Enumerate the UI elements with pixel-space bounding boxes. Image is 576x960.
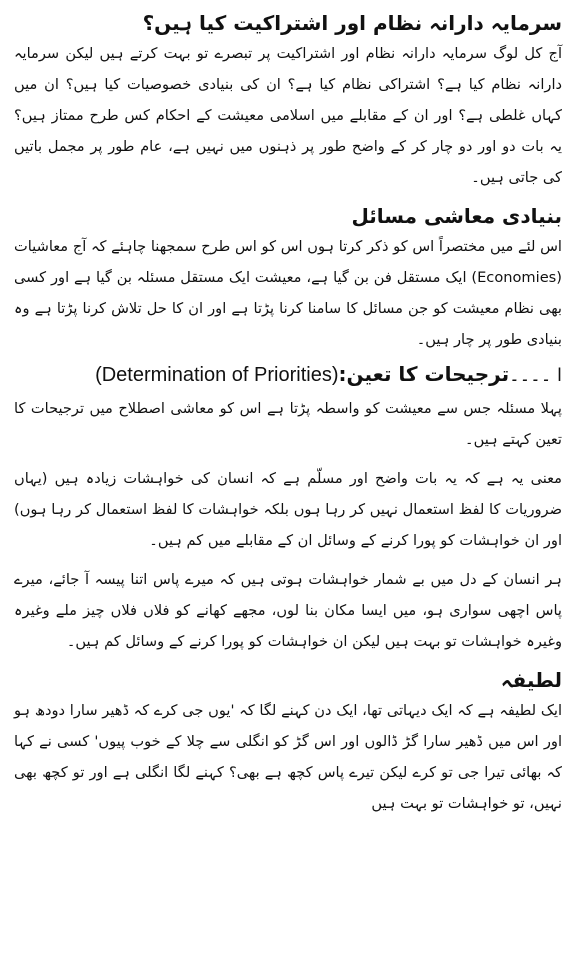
paragraph-human-desires: ہر انسان کے دل میں بے شمار خواہشات ہوتی ہیں کہ میرے پاس اتنا پیسہ آ جائے، میرے پاس اچھی سواری ہو، میں ایسا مکان بنا لوں، مجھے کھانے کو فلاں فلاں چیز ملے وغیرہ وغیرہ خواہشات تو بہت ہیں لیکن ان خواہشات کو پورا کرنے کے وسائل کم ہیں۔ bbox=[14, 571, 562, 650]
section-heading-priorities bbox=[14, 357, 562, 393]
heading-number: ا ۔۔۔۔ bbox=[509, 365, 562, 386]
heading-english-title: (Determination of Priorities) bbox=[95, 364, 339, 386]
section-heading-basic-economic-problems: بنیادی معاشی مسائل bbox=[351, 204, 562, 228]
paragraph-anecdote: ایک لطیفہ ہے کہ ایک دیہاتی تھا، ایک دن کہنے لگا کہ 'یوں جی کرے کہ ڈھیر سارا دودھ ہو اور اس میں ڈھیر سارا گڑ ڈالوں اور اس گڑ کو انگلی سے چلا کے خوب پیوں' کسی نے کہا کہ بھائی تیرا جی تو کرے لیکن تیرے پاس کچھ ہے بھی؟ کہنے لگا انگلی ہے اور تو کچھ بھی نہیں، تو خواہشات تو بہت ہیں bbox=[14, 702, 562, 812]
spacer bbox=[14, 455, 562, 463]
section-heading-anecdote: لطیفہ bbox=[500, 668, 562, 692]
spacer bbox=[14, 657, 562, 665]
spacer bbox=[14, 556, 562, 564]
paragraph-intro: آج کل لوگ سرمایہ دارانہ نظام اور اشتراکیت پر تبصرے تو بہت کرتے ہیں لیکن سرمایہ دارانہ نظام کیا ہے؟ اشتراکی نظام کیا ہے؟ ان کی بنیادی خصوصیات کیا ہیں؟ ان میں کہاں غلطی ہے؟ اور ان کے مقابلے میں اسلامی معیشت کے احکام کس طرح ممتاز ہیں؟ یہ بات دو اور دو چار کر کے واضح طور پر ذہنوں میں نہیں ہے، عام طور پر مجمل باتیں کی جاتی ہیں۔ bbox=[14, 45, 562, 186]
spacer bbox=[14, 193, 562, 201]
paragraph-priorities-definition: پہلا مسئلہ جس سے معیشت کو واسطہ پڑتا ہے اس کو معاشی اصطلاح میں ترجیحات کا تعین کہتے ہیں۔ bbox=[14, 400, 562, 448]
heading-urdu-title: ترجیحات کا تعین: bbox=[338, 362, 510, 386]
paragraph-basic-problems: اس لئے میں مختصراً اس کو ذکر کرتا ہوں اس کو اس طرح سمجھنا چاہئے کہ آج معاشیات (Economies) ایک مستقل فن بن گیا ہے، معیشت ایک مستقل مسئلہ بن گیا ہے اور کسی بھی نظام معیشت کو جن مسائل کا سامنا کرنا پڑتا ہے اور ان کا حل تلاش کرنا پڑتا ہے وہ بنیادی طور پر چار ہیں۔ bbox=[14, 238, 562, 348]
paragraph-desires-vs-resources: معنی یہ ہے کہ یہ بات واضح اور مسلّم ہے کہ انسان کی خواہشات زیادہ ہیں (یہاں ضروریات کا لفظ استعمال نہیں کر رہا ہوں بلکہ خواہشات کا لفظ استعمال کر رہا ہوں) اور ان خواہشات کو پورا کرنے کے وسائل ان کے مقابلے میں کم ہیں۔ bbox=[14, 470, 562, 549]
section-heading-capitalism-socialism: سرمایہ دارانہ نظام اور اشتراکیت کیا ہیں؟ bbox=[142, 11, 562, 35]
